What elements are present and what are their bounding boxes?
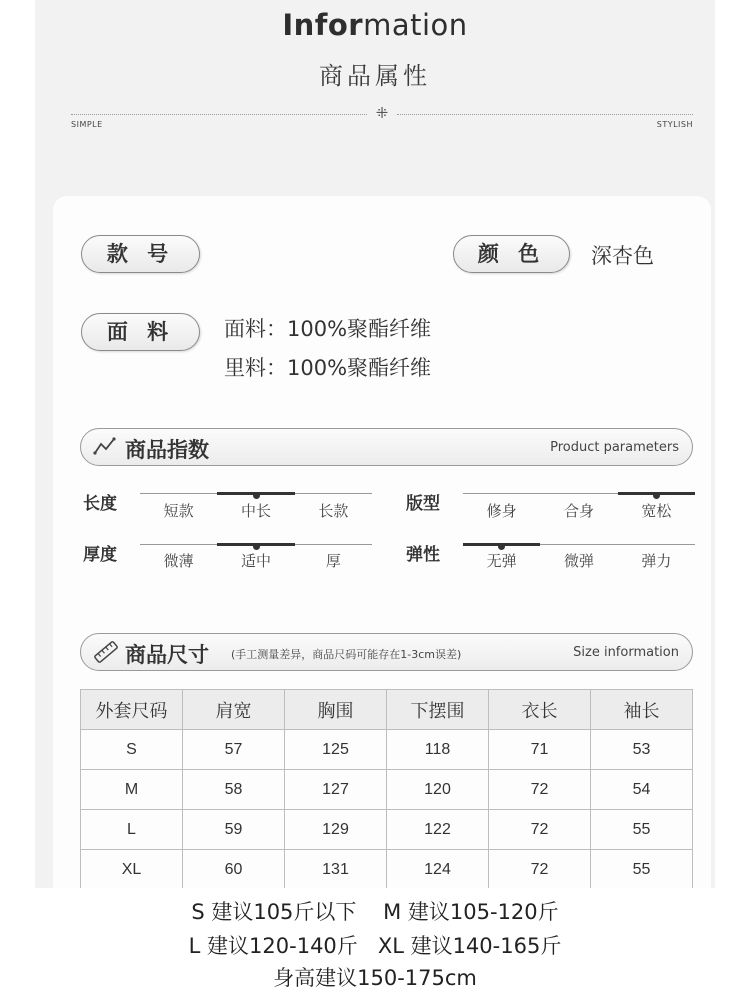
color-label: 颜 色: [453, 235, 570, 273]
ruler-icon: [93, 641, 119, 663]
measurement-cell: 72: [489, 810, 591, 850]
measurement-cell: 55: [591, 810, 693, 850]
size-section-header: [80, 633, 693, 671]
measurement-cell: 122: [387, 810, 489, 850]
param-selected-dot: [253, 492, 260, 499]
size-note: (手工测量差异，商品尺码可能存在1-3cm误差): [231, 648, 462, 661]
table-row: [81, 770, 693, 810]
measurement-cell: 57: [183, 730, 285, 770]
table-header-row: [81, 690, 693, 730]
info-card: [53, 196, 711, 888]
title-english: [35, 8, 715, 42]
table-header-cell: 衣长: [489, 690, 591, 730]
size-cell: M: [81, 770, 183, 810]
size-table: [80, 689, 693, 888]
param-option: 微弹: [563, 552, 594, 570]
table-header-cell: 胸围: [285, 690, 387, 730]
param-label: 版型: [406, 494, 440, 514]
param-option: 适中: [240, 552, 271, 570]
fabric-lining-value: 里料：100%聚酯纤维: [224, 356, 432, 380]
param-option: 短款: [163, 502, 194, 520]
color-value: 深杏色: [591, 244, 654, 268]
table-row: [81, 850, 693, 889]
table-row: [81, 810, 693, 850]
param-option: 中长: [240, 502, 271, 520]
param-selected-dot: [653, 492, 660, 499]
params-title-en: Product parameters: [550, 440, 679, 455]
measurement-cell: 72: [489, 850, 591, 889]
param-option: 合身: [563, 502, 594, 520]
divider-right: [397, 114, 693, 115]
param-option: 微薄: [163, 552, 194, 570]
footer-line-3: 身高建议150-175cm: [273, 966, 477, 990]
table-header-cell: 肩宽: [183, 690, 285, 730]
param-option: 无弹: [486, 552, 517, 570]
fabric-label: 面 料: [81, 313, 200, 351]
table-body: [81, 730, 693, 889]
style-number-label: 款 号: [81, 235, 200, 273]
title-english-light: mation: [363, 8, 468, 42]
product-info-sheet: [35, 0, 715, 888]
table-row: [81, 730, 693, 770]
title-english-bold: Infor: [282, 8, 364, 42]
measurement-cell: 127: [285, 770, 387, 810]
footer-line-2: L 建议120-140斤 XL 建议140-165斤: [188, 934, 562, 958]
measurement-cell: 60: [183, 850, 285, 889]
title-chinese: 商品属性: [319, 62, 431, 90]
measurement-cell: 72: [489, 770, 591, 810]
param-selected-dot: [498, 543, 505, 550]
ornament-icon: ⁜: [375, 104, 389, 122]
measurement-cell: 55: [591, 850, 693, 889]
param-label: 长度: [83, 494, 117, 514]
param-option: 长款: [318, 502, 349, 520]
table-header-cell: 外套尺码: [81, 690, 183, 730]
params-title: 商品指数: [125, 438, 209, 462]
tag-stylish: STYLISH: [656, 120, 693, 129]
footer-line-1: S 建议105斤以下 M 建议105-120斤: [191, 900, 559, 924]
param-label: 弹性: [406, 545, 440, 565]
param-selected-dot: [253, 543, 260, 550]
size-cell: XL: [81, 850, 183, 889]
measurement-cell: 118: [387, 730, 489, 770]
size-cell: L: [81, 810, 183, 850]
measurement-cell: 120: [387, 770, 489, 810]
params-section-header: [80, 428, 693, 466]
measurement-cell: 129: [285, 810, 387, 850]
param-label: 厚度: [83, 545, 117, 565]
table-header-cell: 下摆围: [387, 690, 489, 730]
measurement-cell: 54: [591, 770, 693, 810]
measurement-cell: 124: [387, 850, 489, 889]
measurement-cell: 71: [489, 730, 591, 770]
measurement-cell: 53: [591, 730, 693, 770]
measurement-cell: 125: [285, 730, 387, 770]
table-header-cell: 袖长: [591, 690, 693, 730]
param-option: 弹力: [641, 552, 672, 570]
param-option: 修身: [486, 502, 517, 520]
fabric-outer-value: 面料：100%聚酯纤维: [224, 317, 432, 341]
trend-line-icon: [93, 436, 117, 456]
param-option: 厚: [325, 552, 341, 570]
divider-left: [71, 114, 367, 115]
size-title: 商品尺寸: [125, 643, 209, 667]
param-option: 宽松: [641, 502, 672, 520]
size-title-en: Size information: [573, 645, 679, 660]
size-cell: S: [81, 730, 183, 770]
measurement-cell: 59: [183, 810, 285, 850]
tag-simple: SIMPLE: [71, 120, 103, 129]
measurement-cell: 131: [285, 850, 387, 889]
measurement-cell: 58: [183, 770, 285, 810]
